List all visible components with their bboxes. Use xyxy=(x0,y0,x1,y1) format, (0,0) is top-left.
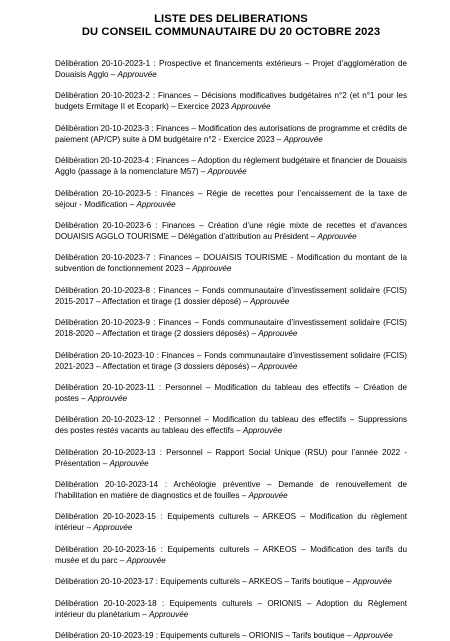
deliberation-status: Approuvée xyxy=(258,361,298,371)
deliberation-item-14 xyxy=(55,479,407,501)
deliberation-status: Approuvée xyxy=(126,555,166,565)
deliberation-status: Approuvée xyxy=(352,577,392,587)
deliberation-status: Approuvée xyxy=(242,426,283,436)
deliberation-item-6 xyxy=(55,220,407,242)
deliberation-item-4 xyxy=(55,155,407,177)
deliberation-text: Délibération 20-10-2023-16 : Equipements culturels – ARKEOS – Modification des tarifs du musée et du parc – xyxy=(55,544,407,565)
deliberation-status: Approuvée xyxy=(136,199,176,209)
deliberation-status: Approuvée xyxy=(248,491,288,501)
deliberation-status: Approuvée xyxy=(258,329,298,339)
deliberation-status: Approuvée xyxy=(192,264,232,274)
deliberation-item-12 xyxy=(55,414,407,436)
deliberation-text: Délibération 20-10-2023-3 : Finances – Modification des autorisations de programme et crédits de paiement (AP/CP) suite à DM budgétaire n°2 - Exercice 2023 – xyxy=(55,123,407,144)
deliberation-text: Délibération 20-10-2023-18 : Equipements culturels – ORIONIS – Adoption du Règlement intérieur du planétarium – xyxy=(55,598,407,619)
deliberation-text: Délibération 20-10-2023-11 : Personnel – Modification du tableau des effectifs – Création de postes – xyxy=(55,382,407,403)
deliberation-status: Approuvée xyxy=(231,102,271,112)
title-line-1: LISTE DES DELIBERATIONS xyxy=(154,13,308,25)
deliberation-item-2 xyxy=(55,90,407,112)
document-title xyxy=(55,13,407,39)
deliberation-text: Délibération 20-10-2023-10 : Finances – Fonds communautaire d’investissement solidaire (FCIS) 2021-2023 – Affectation et tirage (3 dossiers déposés) – xyxy=(55,350,407,371)
deliberation-text: Délibération 20-10-2023-12 : Personnel – Modification du tableau des effectifs – Suppressions des postes restés vacants au tableau des effectifs – xyxy=(55,415,407,436)
deliberation-status: Approuvée xyxy=(250,296,290,306)
deliberation-item-7 xyxy=(55,252,407,274)
deliberation-text: Délibération 20-10-2023-7 : Finances – DOUAISIS TOURISME - Modification du montant de la subvention de fonctionnement 2023 – xyxy=(55,253,407,274)
deliberation-status: Approuvée xyxy=(87,393,128,403)
deliberation-item-9 xyxy=(55,317,407,339)
deliberation-item-18 xyxy=(55,598,407,620)
deliberation-item-19 xyxy=(55,630,407,641)
deliberation-item-13 xyxy=(55,447,407,469)
deliberation-text: Délibération 20-10-2023-17 : Equipements culturels – ARKEOS – Tarifs boutique – xyxy=(55,577,351,587)
deliberation-item-15 xyxy=(55,511,407,533)
deliberation-item-1 xyxy=(55,58,407,80)
deliberation-text: Délibération 20-10-2023-19 : Equipements culturels – ORIONIS – Tarifs boutique – xyxy=(55,631,352,641)
deliberation-status: Approuvée xyxy=(207,167,247,177)
deliberation-text: Délibération 20-10-2023-4 : Finances – Adoption du règlement budgétaire et financier de Douaisis Agglo (passage à la nomenclature M57) – xyxy=(55,156,407,177)
deliberation-text: Délibération 20-10-2023-2 : Finances – Décisions modificatives budgétaires n°2 (et n°1 pour les budgets Ermitage II et Ecopark) – Exercice 2023 xyxy=(55,91,407,112)
deliberation-status: Approuvée xyxy=(109,458,149,468)
deliberation-status: Approuvée xyxy=(149,609,189,619)
deliberation-item-11 xyxy=(55,382,407,404)
deliberation-list xyxy=(55,58,407,641)
deliberation-item-5 xyxy=(55,188,407,210)
deliberation-text: Délibération 20-10-2023-15 : Equipements culturels – ARKEOS – Modification du règlement intérieur – xyxy=(55,512,407,533)
deliberation-status: Approuvée xyxy=(317,231,357,241)
title-line-2: DU CONSEIL COMMUNAUTAIRE DU 20 OCTOBRE 2023 xyxy=(81,26,381,38)
deliberation-text: Délibération 20-10-2023-5 : Finances – Régie de recettes pour l’encaissement de la taxe de séjour - Modification – xyxy=(55,188,407,209)
deliberation-status: Approuvée xyxy=(283,134,323,144)
deliberation-text: Délibération 20-10-2023-9 : Finances – Fonds communautaire d’investissement solidaire (FCIS) 2018-2020 – Affectation et tirage (2 dossiers déposés) – xyxy=(55,318,407,339)
deliberation-status: Approuvée xyxy=(353,631,393,641)
deliberation-item-16 xyxy=(55,544,407,566)
deliberation-status: Approuvée xyxy=(93,523,133,533)
deliberation-text: Délibération 20-10-2023-8 : Finances – Fonds communautaire d’investissement solidaire (FCIS) 2015-2017 – Affectation et tirage (1 dossier déposé) – xyxy=(55,285,407,306)
deliberation-text: Délibération 20-10-2023-6 : Finances – Création d’une régie mixte de recettes et d’avances DOUAISIS AGGLO TOURISME – Délégation d’attribution au Président – xyxy=(55,220,407,241)
deliberation-status: Approuvée xyxy=(117,70,157,79)
deliberation-text: Délibération 20-10-2023-1 : Prospective et financements extérieurs – Projet d’agglomération de Douaisis Agglo – xyxy=(55,59,407,79)
deliberation-item-3 xyxy=(55,123,407,145)
deliberation-item-10 xyxy=(55,350,407,372)
deliberation-text: Délibération 20-10-2023-13 : Personnel – Rapport Social Unique (RSU) pour l’année 2022 - Présentation – xyxy=(55,447,407,468)
deliberation-item-8 xyxy=(55,285,407,307)
deliberation-item-17 xyxy=(55,576,407,587)
deliberation-text: Délibération 20-10-2023-14 : Archéologie préventive – Demande de renouvellement de l’habilitation en matière de diagnostics et de fouilles – xyxy=(55,480,407,501)
